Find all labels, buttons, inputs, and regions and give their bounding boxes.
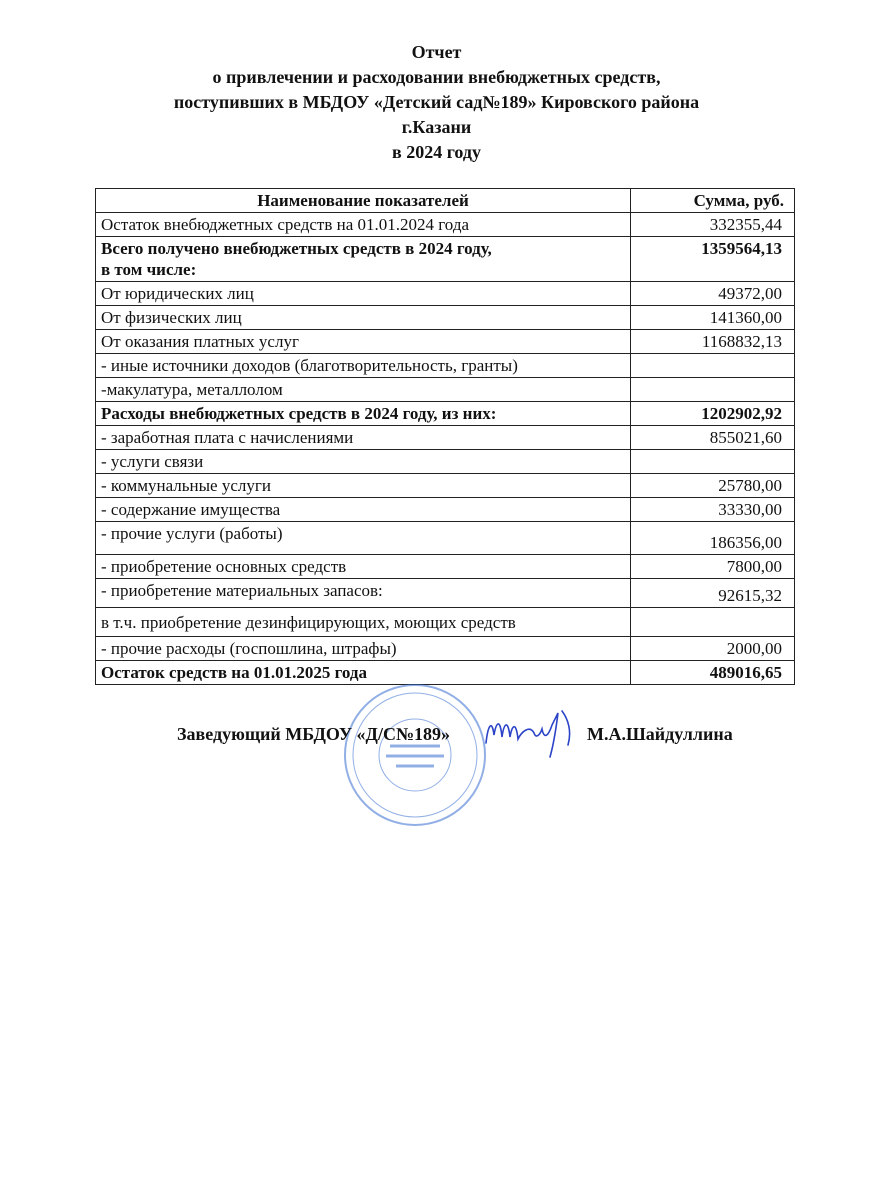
table-row <box>96 426 795 450</box>
table-row-expenses-total <box>96 402 795 426</box>
table-row <box>96 474 795 498</box>
table-row <box>96 637 795 661</box>
row-label <box>96 237 631 282</box>
table-row <box>96 608 795 637</box>
row-label: - содержание имущества <box>96 498 631 522</box>
row-label: -макулатура, металлолом <box>96 378 631 402</box>
table-row-total-received <box>96 237 795 282</box>
title-line-3: поступивших в МБДОУ «Детский сад№189» Кировского района <box>173 92 700 112</box>
row-value: 49372,00 <box>631 282 795 306</box>
row-label: От оказания платных услуг <box>96 330 631 354</box>
title-line-5: в 2024 году <box>391 142 482 162</box>
table-row <box>96 498 795 522</box>
row-label-line-1: Всего получено внебюджетных средств в 2024 году, <box>101 239 492 258</box>
row-value: 33330,00 <box>631 498 795 522</box>
official-stamp-image <box>340 680 490 830</box>
row-value <box>631 354 795 378</box>
row-value: 25780,00 <box>631 474 795 498</box>
table-row <box>96 555 795 579</box>
row-value <box>631 378 795 402</box>
row-label: - иные источники доходов (благотворительность, гранты) <box>96 354 631 378</box>
row-value: 141360,00 <box>631 306 795 330</box>
row-label: в т.ч. приобретение дезинфицирующих, моющих средств <box>96 608 631 637</box>
row-label: - услуги связи <box>96 450 631 474</box>
row-value <box>631 450 795 474</box>
row-value <box>631 608 795 637</box>
report-table <box>95 188 795 685</box>
table-row <box>96 579 795 608</box>
table-row <box>96 306 795 330</box>
row-value: 2000,00 <box>631 637 795 661</box>
row-label: От юридических лиц <box>96 282 631 306</box>
table-row <box>96 354 795 378</box>
row-label: - прочие расходы (госпошлина, штрафы) <box>96 637 631 661</box>
row-label: Остаток средств на 01.01.2025 года <box>96 661 631 685</box>
row-label: - заработная плата с начислениями <box>96 426 631 450</box>
table-row <box>96 450 795 474</box>
header-name: Наименование показателей <box>96 189 631 213</box>
table-header-row <box>96 189 795 213</box>
row-label: - приобретение материальных запасов: <box>96 579 631 608</box>
row-label: - прочие услуги (работы) <box>96 522 631 555</box>
signature-line <box>177 724 777 745</box>
row-label: - приобретение основных средств <box>96 555 631 579</box>
table-row <box>96 213 795 237</box>
row-value: 1359564,13 <box>631 237 795 282</box>
row-label: Остаток внебюджетных средств на 01.01.2024 года <box>96 213 631 237</box>
row-value: 7800,00 <box>631 555 795 579</box>
table-row <box>96 378 795 402</box>
row-value: 1202902,92 <box>631 402 795 426</box>
row-label: От физических лиц <box>96 306 631 330</box>
title-line-4: г.Казани <box>401 117 472 137</box>
row-value: 332355,44 <box>631 213 795 237</box>
table-row <box>96 330 795 354</box>
table-row <box>96 282 795 306</box>
row-label: - коммунальные услуги <box>96 474 631 498</box>
row-value: 1168832,13 <box>631 330 795 354</box>
title-line-1: Отчет <box>411 42 462 62</box>
row-label-line-2: в том числе: <box>101 260 197 279</box>
title-line-2: о привлечении и расходовании внебюджетных средств, <box>212 67 661 87</box>
director-name: М.А.Шайдуллина <box>587 724 733 744</box>
row-value: 186356,00 <box>631 522 795 555</box>
row-value: 92615,32 <box>631 579 795 608</box>
header-sum: Сумма, руб. <box>631 189 795 213</box>
director-position: Заведующий МБДОУ «Д/С№189» <box>177 724 451 744</box>
table-row <box>96 522 795 555</box>
row-label: Расходы внебюджетных средств в 2024 году, из них: <box>96 402 631 426</box>
report-title <box>0 40 873 165</box>
row-value: 489016,65 <box>631 661 795 685</box>
row-value: 855021,60 <box>631 426 795 450</box>
